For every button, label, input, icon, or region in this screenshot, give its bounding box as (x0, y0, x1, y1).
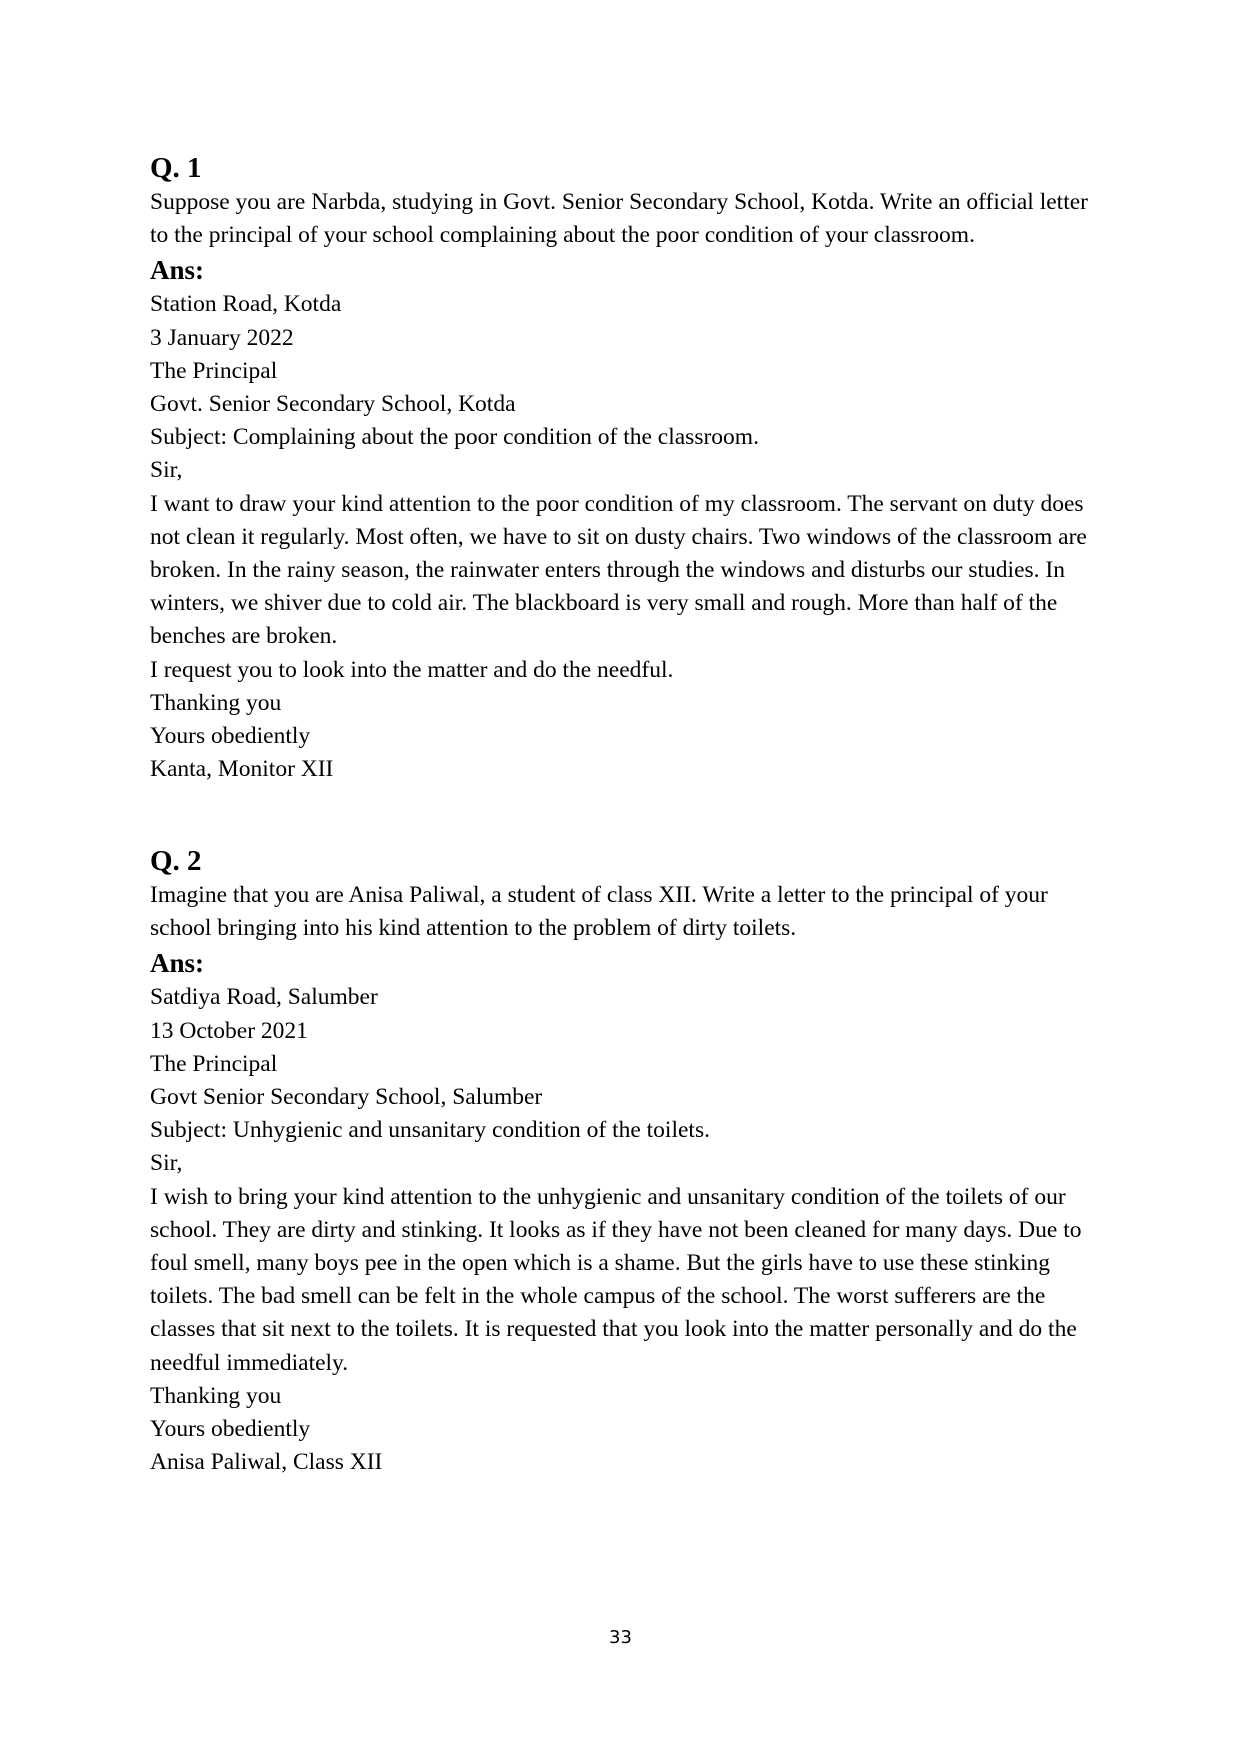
letter-request: I request you to look into the matter and do the needful. (150, 656, 674, 683)
letter-body: I want to draw your kind attention to the poor condition of my classroom. The servant on duty does not clean it regularly. Most often, we have to sit on dusty chairs. Two windows of the classroom are broken. In the rainy season, the rainwater enters through the windows and disturbs our studies. In winters, we shiver due to cold air. The blackboard is very small and rough. More than half of the benches are broken. (150, 490, 1087, 650)
letter (150, 981, 1110, 1479)
letter-address: Satdiya Road, Salumber (150, 984, 378, 1011)
letter-date: 13 October 2021 (150, 1017, 308, 1044)
letter-closing: Yours obediently (150, 723, 311, 750)
letter-thanks: Thanking you (150, 1382, 282, 1409)
question-2 (150, 843, 1110, 1479)
letter-signature: Kanta, Monitor XII (150, 756, 334, 783)
letter-school: Govt Senior Secondary School, Salumber (150, 1084, 543, 1111)
letter-thanks: Thanking you (150, 689, 282, 716)
question-prompt: Imagine that you are Anisa Paliwal, a student of class XII. Write a letter to the principal of your school bringing into his kind attention to the problem of dirty toilets. (150, 882, 1048, 942)
page-number: 33 (609, 1627, 632, 1648)
letter (150, 288, 1110, 786)
letter-recipient: The Principal (150, 1050, 278, 1077)
letter-salutation: Sir, (150, 457, 183, 484)
letter-signature: Anisa Paliwal, Class XII (150, 1449, 383, 1476)
letter-address: Station Road, Kotda (150, 291, 342, 318)
letter-recipient: The Principal (150, 357, 278, 384)
letter-salutation: Sir, (150, 1150, 183, 1177)
letter-closing: Yours obediently (150, 1416, 311, 1443)
letter-date: 3 January 2022 (150, 324, 294, 351)
question-1 (150, 150, 1110, 786)
question-heading: Q. 2 (150, 845, 202, 877)
question-heading: Q. 1 (150, 152, 202, 184)
letter-school: Govt. Senior Secondary School, Kotda (150, 391, 516, 418)
letter-subject: Subject: Unhygienic and unsanitary condition of the toilets. (150, 1117, 710, 1144)
letter-subject: Subject: Complaining about the poor condition of the classroom. (150, 424, 759, 451)
letter-body: I wish to bring your kind attention to the unhygienic and unsanitary condition of the toilets of our school. They are dirty and stinking. It looks as if they have not been cleaned for many days. Due to foul smell, many boys pee in the open which is a shame. But the girls have to use these stinking toilets. The bad smell can be felt in the whole campus of the school. The worst sufferers are the classes that sit next to the toilets. It is requested that you look into the matter personally and do the needful immediately. (150, 1183, 1082, 1376)
question-prompt: Suppose you are Narbda, studying in Govt. Senior Secondary School, Kotda. Write an official letter to the principal of your school complaining about the poor condition of your classroom. (150, 189, 1088, 249)
answer-heading: Ans: (150, 255, 205, 286)
answer-heading: Ans: (150, 948, 205, 979)
